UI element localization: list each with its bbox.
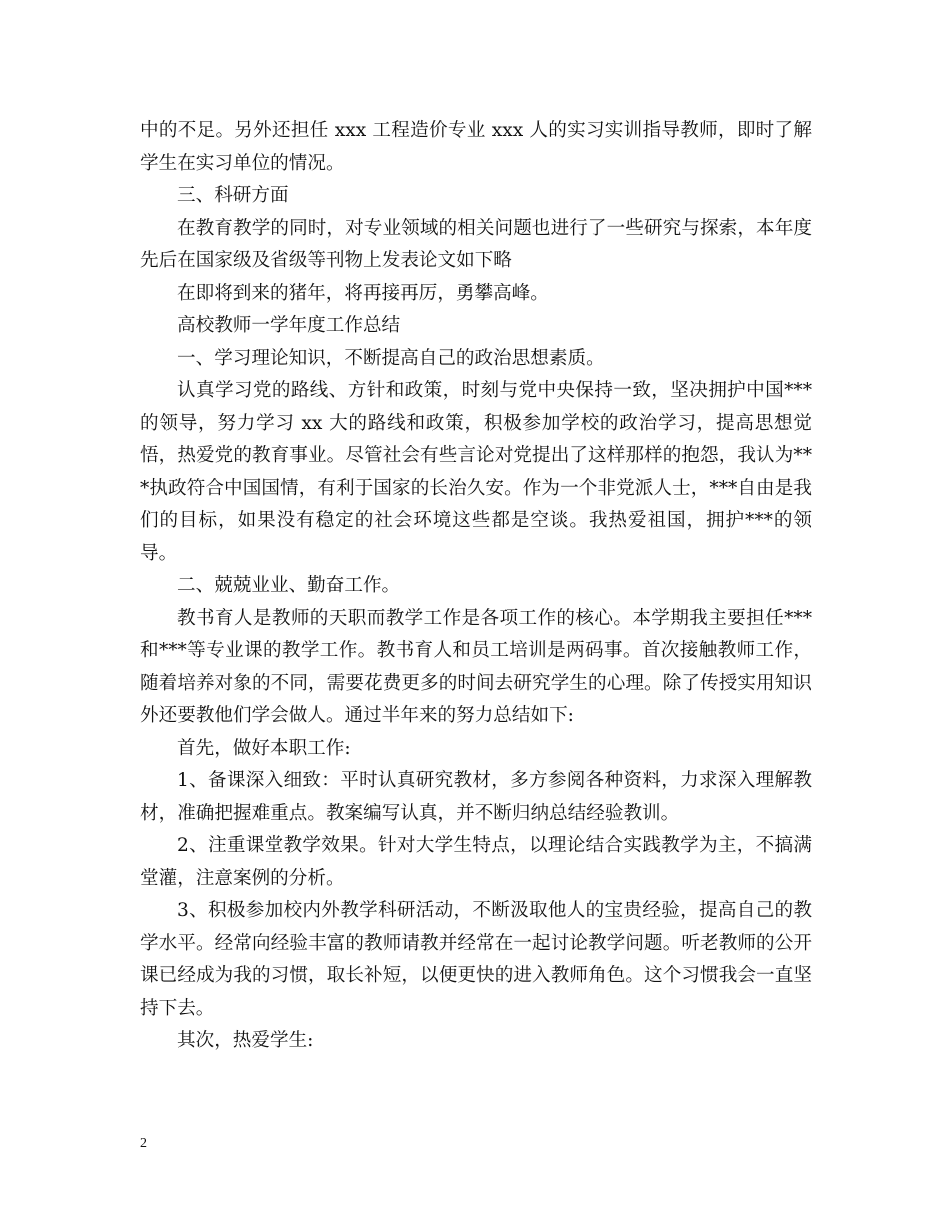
paragraph-6: 一、学习理论知识，不断提高自己的政治思想素质。: [177, 347, 605, 369]
paragraph-1: 中的不足。另外还担任 xxx 工程造价专业 xxx 人的实习实训指导教师，即时了解学生在实习单位的情况。: [140, 120, 812, 174]
paragraph-2: 三、科研方面: [177, 185, 289, 206]
paragraph-3: 在教育教学的同时，对专业领域的相关问题也进行了一些研究与探索，本年度先后在国家级及省级等刊物上发表论文如下略: [140, 217, 812, 271]
paragraph-14: 其次，热爱学生:: [177, 1030, 314, 1051]
page-number: 2: [140, 1136, 147, 1151]
document-body: [140, 115, 812, 1058]
paragraph-5: 高校教师一学年度工作总结: [177, 315, 401, 336]
paragraph-7: 认真学习党的路线、方针和政策，时刻与党中央保持一致，坚决拥护中国***的领导，努力学习 xx 大的路线和政策，积极参加学校的政治学习，提高思想觉悟，热爱党的教育事业。尽管社会有些言论对党提出了这样那样的抱怨，我认为***执政符合中国国情，有利于国家的长治久安。作为一个非党派人士，***自由是我们的目标，如果没有稳定的社会环境这些都是空谈。我热爱祖国，拥护***的领导。: [140, 380, 812, 564]
paragraph-8: 二、兢兢业业、勤奋工作。: [177, 575, 401, 596]
paragraph-12: 2、注重课堂教学效果。针对大学生特点，以理论结合实践教学为主，不搞满堂灌，注意案例的分析。: [140, 835, 812, 889]
paragraph-10: 首先，做好本职工作:: [177, 737, 351, 759]
paragraph-9: 教书育人是教师的天职而教学工作是各项工作的核心。本学期我主要担任***和***等专业课的教学工作。教书育人和员工培训是两码事。首次接触教师工作，随着培养对象的不同，需要花费更多的时间去研究学生的心理。除了传授实用知识外还要教他们学会做人。通过半年来的努力总结如下:: [140, 607, 812, 726]
paragraph-4: 在即将到来的猪年，将再接再厉，勇攀高峰。: [177, 282, 549, 304]
paragraph-13: 3、积极参加校内外教学科研活动，不断汲取他人的宝贵经验，提高自己的教学水平。经常向经验丰富的教师请教并经常在一起讨论教学问题。听老教师的公开课已经成为我的习惯，取长补短，以便更快的进入教师角色。这个习惯我会一直坚持下去。: [140, 900, 812, 1019]
paragraph-11: 1、备课深入细致：平时认真研究教材，多方参阅各种资料，力求深入理解教材，准确把握难重点。教案编写认真，并不断归纳总结经验教训。: [140, 770, 812, 824]
